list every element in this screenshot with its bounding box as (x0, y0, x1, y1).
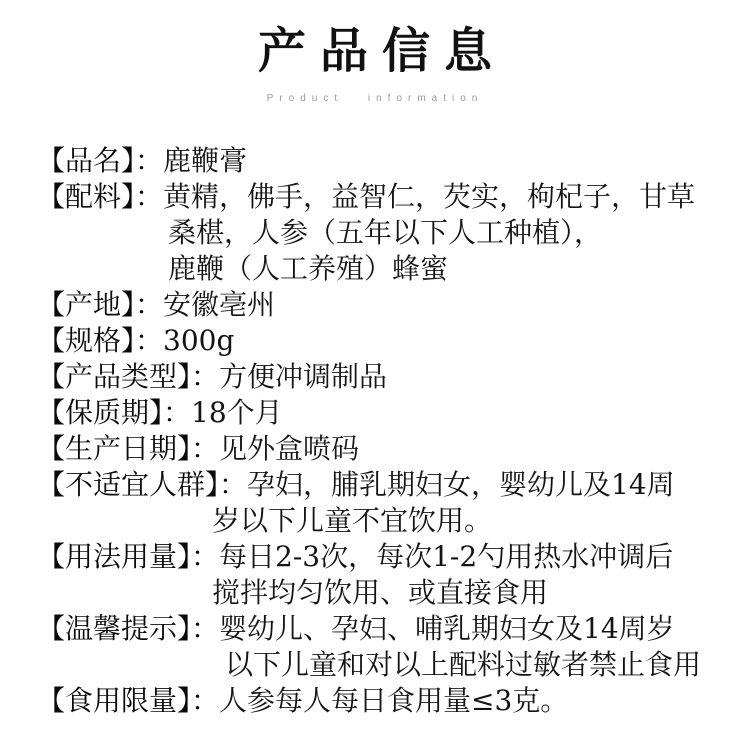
shelf-life-value: 18个月 (191, 396, 283, 429)
product-type-value: 方便冲调制品 (219, 360, 388, 393)
warm-tips-value-line1: 婴幼儿、孕妇、哺乳期妇女及14周岁 (219, 612, 675, 645)
specification-row (37, 325, 234, 357)
warm-tips-row (37, 613, 675, 645)
usage-dosage-value-line2: 搅拌均匀饮用、或直接食用 (212, 576, 549, 609)
product-type-row (37, 361, 387, 393)
product-type-label: 【产品类型】： (37, 360, 220, 393)
shelf-life-label: 【保质期】： (37, 396, 192, 429)
usage-dosage-value-line1: 每日2-3次，每次1-2勺用热水冲调后 (219, 540, 674, 573)
product-name-label: 【品名】： (37, 144, 164, 177)
page-subtitle: Product information (266, 93, 484, 104)
production-date-row (37, 433, 359, 465)
origin-label: 【产地】： (37, 288, 164, 321)
origin-row (37, 289, 275, 321)
production-date-label: 【生产日期】： (37, 432, 220, 465)
usage-dosage-label: 【用法用量】： (37, 540, 220, 573)
consumption-limit-row (37, 685, 568, 717)
unsuitable-people-value-line1: 孕妇，脯乳期妇女，婴幼儿及14周 (247, 468, 675, 501)
page-title: 产品信息 (257, 23, 506, 79)
shelf-life-row (37, 397, 283, 429)
usage-dosage-row (37, 541, 673, 573)
consumption-limit-value: 人参每人每日食用量≤3克。 (219, 684, 569, 717)
ingredients-row (37, 181, 695, 213)
ingredients-label: 【配料】： (37, 180, 164, 213)
ingredients-value-line1: 黄精，佛手，益智仁，芡实，枸杞子，甘草 (163, 180, 696, 213)
ingredients-value-line2: 桑椹，人参（五年以下人工种植）， (168, 216, 603, 249)
specification-value: 300g (163, 324, 235, 357)
production-date-value: 见外盒喷码 (219, 432, 360, 465)
ingredients-value-line3: 鹿鞭（人工养殖）蜂蜜 (168, 252, 449, 285)
unsuitable-people-row (37, 469, 675, 501)
warm-tips-label: 【温馨提示】： (37, 612, 220, 645)
warm-tips-value-line2: 以下儿童和对以上配料过敏者禁止食用 (225, 648, 702, 681)
specification-label: 【规格】： (37, 324, 164, 357)
origin-value: 安徽亳州 (163, 288, 276, 321)
unsuitable-people-label: 【不适宜人群】： (37, 468, 248, 501)
consumption-limit-label: 【食用限量】： (37, 684, 220, 717)
product-name-value: 鹿鞭膏 (163, 144, 248, 177)
unsuitable-people-value-line2: 岁以下儿童不宜饮用。 (212, 504, 493, 537)
page-header (0, 0, 750, 104)
product-name-row (37, 145, 247, 177)
